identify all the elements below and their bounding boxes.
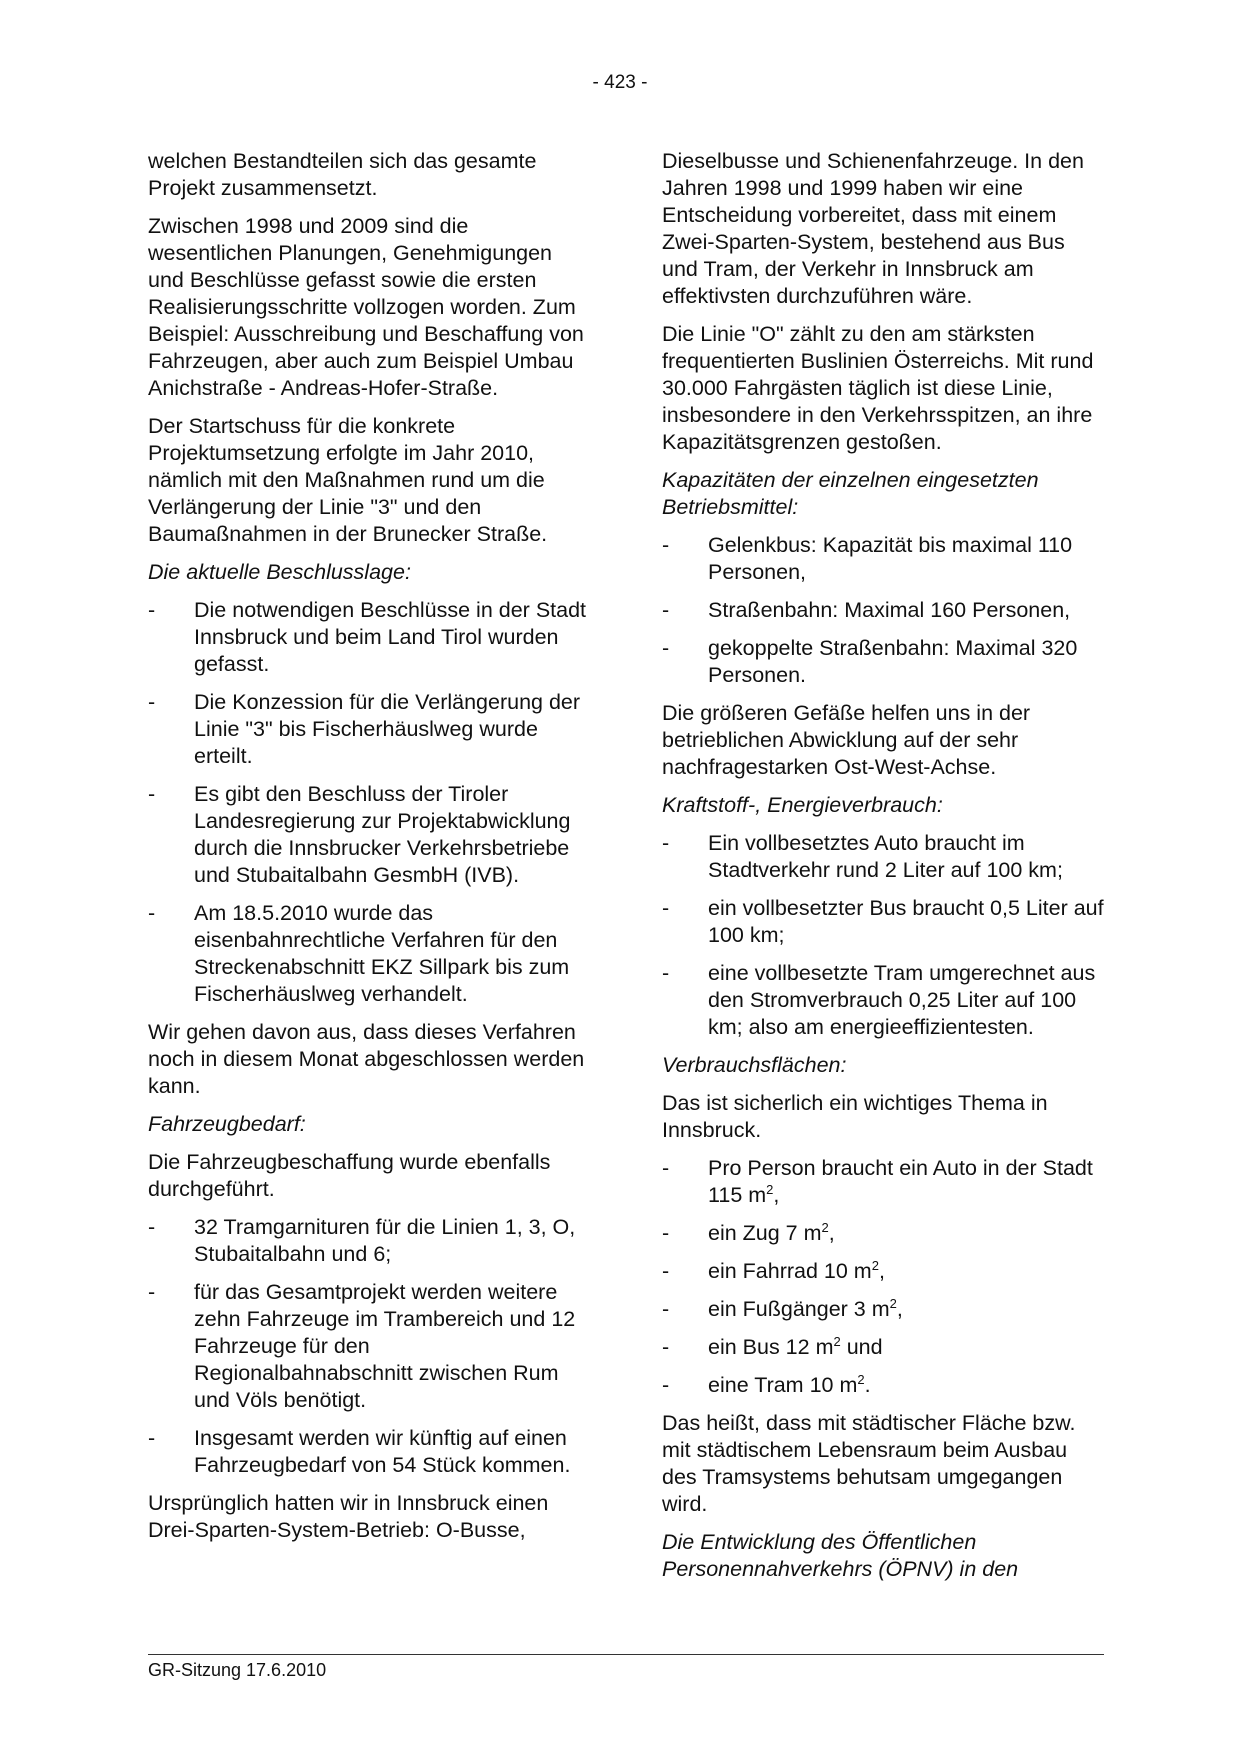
- paragraph: Zwischen 1998 und 2009 sind die wesentlichen Planungen, Genehmigungen und Beschlüsse gefasst sowie die ersten Realisierungsschritte vollzogen worden. Zum Beispiel: Ausschreibung und Beschaffung von Fahrzeugen, aber auch zum Beispiel Umbau Anichstraße - Andreas-Hofer-Straße.: [148, 214, 584, 400]
- section-heading: Die Entwicklung des Öffentlichen Personennahverkehrs (ÖPNV) in den: [662, 1530, 1019, 1581]
- section-heading: Kapazitäten der einzelnen eingesetzten Betriebsmittel:: [662, 468, 1039, 519]
- section-heading: Die aktuelle Beschlusslage:: [148, 560, 411, 584]
- paragraph: Die größeren Gefäße helfen uns in der betrieblichen Abwicklung auf der sehr nachfragestarken Ost-West-Achse.: [662, 701, 1031, 779]
- section-heading: Fahrzeugbedarf:: [148, 1112, 306, 1136]
- footer-text: GR-Sitzung 17.6.2010: [148, 1660, 327, 1680]
- list-item: - Gelenkbus: Kapazität bis maximal 110 Personen,: [662, 533, 1073, 584]
- list-item: - gekoppelte Straßenbahn: Maximal 320 Personen.: [662, 636, 1078, 687]
- list-item: - ein Zug 7 $m^2$,: [662, 1219, 835, 1245]
- page-number: - 423 -: [592, 72, 648, 93]
- paragraph: Ursprünglich hatten wir in Innsbruck einen Drei-Sparten-System-Betrieb: O-Busse,: [148, 1491, 549, 1542]
- left-column: [148, 148, 590, 1555]
- list-item: - Pro Person braucht ein Auto in der Stadt 115 $m^2$,: [662, 1156, 1093, 1207]
- right-column: [662, 148, 1104, 1594]
- paragraph: Das ist sicherlich ein wichtiges Thema in Innsbruck.: [662, 1091, 1048, 1142]
- list-item: - eine Tram 10 $m^2$.: [662, 1371, 871, 1397]
- paragraph: Das heißt, dass mit städtischer Fläche bzw. mit städtischem Lebensraum beim Ausbau des Tramsystems behutsam umgegangen wird.: [662, 1411, 1076, 1516]
- list-item: - Straßenbahn: Maximal 160 Personen,: [662, 598, 1071, 622]
- section-heading: Verbrauchsflächen:: [662, 1053, 847, 1077]
- list-item: - ein Bus 12 $m^2$ und: [662, 1333, 883, 1359]
- list-item: - Die notwendigen Beschlüsse in der Stadt Innsbruck und beim Land Tirol wurden gefasst.: [148, 598, 587, 676]
- paragraph: Die Fahrzeugbeschaffung wurde ebenfalls durchgeführt.: [148, 1150, 551, 1201]
- list-item: - Ein vollbesetztes Auto braucht im Stadtverkehr rund 2 Liter auf 100 km;: [662, 831, 1063, 882]
- list-item: - Insgesamt werden wir künftig auf einen Fahrzeugbedarf von 54 Stück kommen.: [148, 1426, 571, 1477]
- list-item: - 32 Tramgarnituren für die Linien 1, 3, O, Stubaitalbahn und 6;: [148, 1215, 576, 1266]
- list-item: - ein Fahrrad 10 $m^2$,: [662, 1257, 885, 1283]
- list-item: - Es gibt den Beschluss der Tiroler Landesregierung zur Projektabwicklung durch die Innsbrucker Verkehrsbetriebe und Stubaitalbahn GesmbH (IVB).: [148, 782, 571, 887]
- list-item: - ein Fußgänger 3 $m^2$,: [662, 1295, 903, 1321]
- list-note: Wir gehen davon aus, dass dieses Verfahren noch in diesem Monat abgeschlossen werden kann.: [148, 1020, 585, 1098]
- section-heading: Kraftstoff-, Energieverbrauch:: [662, 793, 943, 817]
- paragraph: Der Startschuss für die konkrete Projektumsetzung erfolgte im Jahr 2010, nämlich mit den Maßnahmen rund um die Verlängerung der Linie "3" und den Baumaßnahmen in der Brunecker Straße.: [148, 414, 548, 546]
- paragraph: Dieselbusse und Schienenfahrzeuge. In den Jahren 1998 und 1999 haben wir eine Entscheidung vorbereitet, dass mit einem Zwei-Sparten-System, bestehend aus Bus und Tram, der Verkehr in Innsbruck am effektivsten durchzuführen wäre.: [662, 149, 1084, 308]
- list-item: - ein vollbesetzter Bus braucht 0,5 Liter auf 100 km;: [662, 896, 1104, 947]
- list-item: - Die Konzession für die Verlängerung der Linie "3" bis Fischerhäuslweg wurde erteilt.: [148, 690, 581, 768]
- footer-divider: [148, 1654, 1104, 1655]
- paragraph: welchen Bestandteilen sich das gesamte Projekt zusammensetzt.: [148, 149, 537, 200]
- list-item: - eine vollbesetzte Tram umgerechnet aus den Stromverbrauch 0,25 Liter auf 100 km; also am energieeffizientesten.: [662, 961, 1096, 1039]
- list-item: - Am 18.5.2010 wurde das eisenbahnrechtliche Verfahren für den Streckenabschnitt EKZ Sillpark bis zum Fischerhäuslweg verhandelt.: [148, 901, 570, 1006]
- list-item: - für das Gesamtprojekt werden weitere zehn Fahrzeuge im Trambereich und 12 Fahrzeuge für den Regionalbahnabschnitt zwischen Rum und Völs benötigt.: [148, 1280, 576, 1412]
- paragraph: Die Linie "O" zählt zu den am stärksten frequentierten Buslinien Österreichs. Mit rund 30.000 Fahrgästen täglich ist diese Linie, insbesondere in den Verkehrsspitzen, an ihre Kapazitätsgrenzen gestoßen.: [662, 322, 1094, 454]
